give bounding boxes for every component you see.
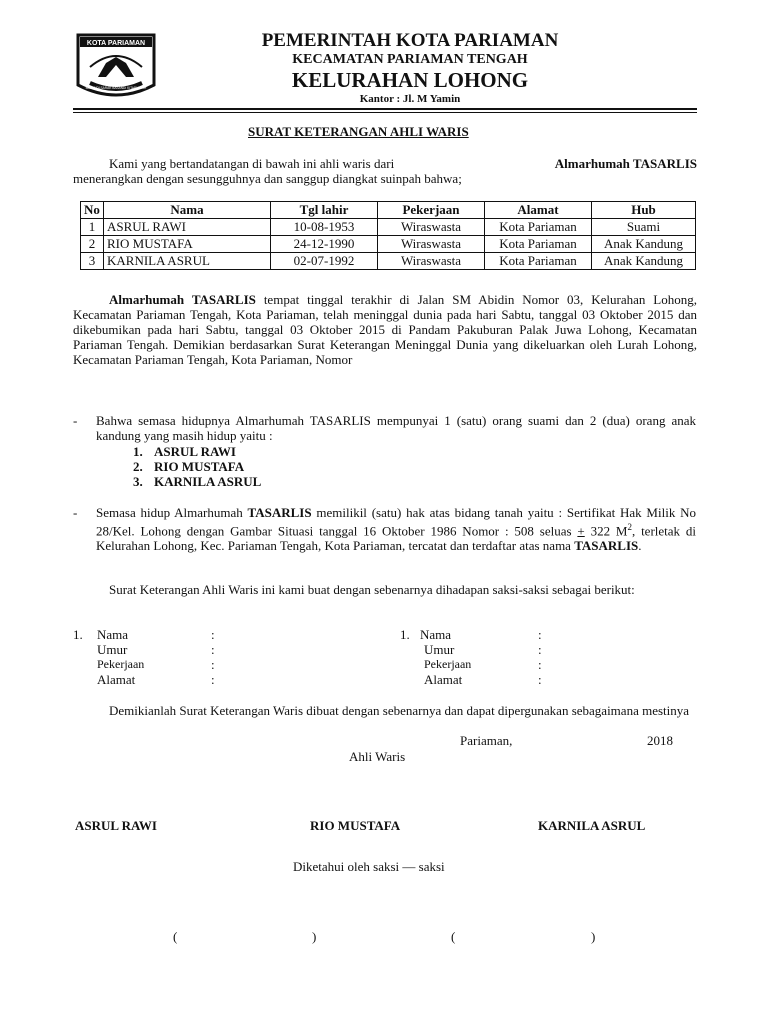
list-number: 1. <box>133 444 143 459</box>
list-name: ASRUL RAWI <box>154 444 236 459</box>
witness-number: 1. <box>73 627 83 642</box>
property-text: , terletak di Kelurahan Lohong, Kec. Pariaman Tengah, Kota Pariaman, tercatat dan terdaftar atas nama <box>96 523 697 554</box>
table-cell: KARNILA ASRUL <box>104 253 271 270</box>
table-cell: RIO MUSTAFA <box>104 236 271 253</box>
witness-field-label: Pekerjaan <box>424 657 472 671</box>
family-statement: Bahwa semasa hidupnya Almarhumah TASARLIS mempunyai 1 (satu) orang suami dan 2 (dua) orang anak kandung yang masih hidup yaitu : <box>96 413 696 443</box>
table-header: Tgl lahir <box>271 202 378 219</box>
property-statement <box>96 505 696 553</box>
bullet-dash: - <box>73 505 78 520</box>
field-colon: : <box>211 642 215 657</box>
table-cell: 1 <box>81 219 104 236</box>
property-text: memilikil (satu) hak atas bidang tanah yaitu : Sertifikat Hak Milik No 28/Kel. Lohong dengan Gambar Situasi tanggal 16 Oktober 1986 Nomor : 508 seluas <box>96 505 696 539</box>
logo-text-bottom: BASANDI SARAK BASANDI KITABULLAH <box>85 86 147 90</box>
list-item <box>133 474 261 489</box>
registered-owner: TASARLIS <box>574 538 639 554</box>
signing-year: 2018 <box>647 733 673 748</box>
header-rule <box>73 108 697 110</box>
document-title: SURAT KETERANGAN AHLI WARIS <box>248 124 469 139</box>
heirs-label: Ahli Waris <box>349 749 406 764</box>
area-exponent: 2 <box>627 522 632 532</box>
intro-deceased: Almarhumah TASARLIS <box>554 156 697 171</box>
witness-field-label: Umur <box>424 642 455 657</box>
field-colon: : <box>211 672 215 687</box>
table-header: Hub <box>592 202 696 219</box>
approx-sign: + <box>577 523 585 539</box>
heirs-table <box>80 201 696 270</box>
table-cell: 02-07-1992 <box>271 253 378 270</box>
district-name: KECAMATAN PARIAMAN TENGAH <box>292 52 528 67</box>
heirs-list <box>133 444 261 489</box>
table-row <box>81 236 696 253</box>
table-cell: ASRUL RAWI <box>104 219 271 236</box>
list-item <box>133 444 261 459</box>
signature-name: ASRUL RAWI <box>75 818 157 833</box>
header-rule-thin <box>73 112 697 113</box>
list-number: 3. <box>133 474 143 489</box>
field-colon: : <box>538 642 542 657</box>
government-name: PEMERINTAH KOTA PARIAMAN <box>261 30 559 51</box>
property-text: . <box>638 538 642 554</box>
witness-field-label: Alamat <box>97 672 136 687</box>
witness-block-right <box>400 627 560 687</box>
logo-text-top: KOTA PARIAMAN <box>86 40 146 47</box>
table-cell: Kota Pariaman <box>485 253 592 270</box>
table-cell: Kota Pariaman <box>485 219 592 236</box>
witness-intro: Surat Keterangan Ahli Waris ini kami buat dengan sebenarnya dihadapan saksi-saksi sebagai berikut: <box>109 582 635 597</box>
list-item <box>133 459 261 474</box>
witness-field-label: Umur <box>97 642 128 657</box>
list-number: 2. <box>133 459 143 474</box>
witness-number: 1. <box>400 627 410 642</box>
witness-field-label: Nama <box>97 627 129 642</box>
property-text: Semasa hidup Almarhumah <box>96 505 248 520</box>
deceased-name: Almarhumah TASARLIS <box>109 292 256 307</box>
death-details-paragraph <box>73 292 697 367</box>
death-details-text: tempat tinggal terakhir di Jalan SM Abidin Nomor 03, Kelurahan Lohong, Kecamatan Pariaman Tengah, Kota Pariaman, telah meninggal dunia pada hari Sabtu, tanggal 03 Oktober 2015 dan dikebumikan pada hari Sabtu, tanggal 03 Oktober 2015 di Pandam Pakuburan Palak Juwa Lohong, Kecamatan Pariaman Tengah. Demikian berdasarkan Surat Keterangan Meninggal Dunia yang dikeluarkan oleh Lurah Lohong, Kecamatan Pariaman Tengah, Kota Pariaman, Nomor <box>73 292 697 367</box>
signature-name: KARNILA ASRUL <box>538 818 646 833</box>
witness-field-label: Pekerjaan <box>97 657 145 671</box>
closing-statement: Demikianlah Surat Keterangan Waris dibuat dengan sebenarnya dan dapat dipergunakan sebagaimana mestinya <box>109 703 690 718</box>
bracket-close: ) <box>312 929 317 944</box>
intro-text-2: menerangkan dengan sesungguhnya dan sanggup diangkat suinpah bahwa; <box>73 171 462 186</box>
table-cell: Suami <box>592 219 696 236</box>
intro-text: Kami yang bertandatangan di bawah ini ahli waris dari <box>109 156 395 171</box>
field-colon: : <box>211 627 215 642</box>
signing-place: Pariaman, <box>460 733 513 748</box>
table-cell: 24-12-1990 <box>271 236 378 253</box>
field-colon: : <box>538 657 542 672</box>
field-colon: : <box>211 657 215 672</box>
village-name: KELURAHAN LOHONG <box>291 68 529 92</box>
table-cell: 2 <box>81 236 104 253</box>
table-cell: Wiraswasta <box>378 253 485 270</box>
list-name: RIO MUSTAFA <box>154 459 245 474</box>
bracket-open: ( <box>173 929 178 944</box>
bracket-open: ( <box>451 929 456 944</box>
list-name: KARNILA ASRUL <box>154 474 262 489</box>
table-cell: Anak Kandung <box>592 236 696 253</box>
witness-field-label: Alamat <box>424 672 463 687</box>
witness-acknowledgement: Diketahui oleh saksi — saksi <box>293 859 445 874</box>
witness-block-left <box>73 627 233 687</box>
table-header: Pekerjaan <box>378 202 485 219</box>
table-row <box>81 253 696 270</box>
table-cell: 10-08-1953 <box>271 219 378 236</box>
table-cell: Anak Kandung <box>592 253 696 270</box>
table-header: Nama <box>104 202 271 219</box>
bullet-dash: - <box>73 413 78 428</box>
bracket-close: ) <box>591 929 596 944</box>
table-cell: 3 <box>81 253 104 270</box>
table-cell: Kota Pariaman <box>485 236 592 253</box>
property-owner: TASARLIS <box>247 505 312 520</box>
property-area: 322 M <box>584 523 628 539</box>
table-header-row <box>81 202 696 219</box>
field-colon: : <box>538 627 542 642</box>
intro-paragraph <box>73 156 697 186</box>
field-colon: : <box>538 672 542 687</box>
table-header: No <box>81 202 104 219</box>
table-cell: Wiraswasta <box>378 219 485 236</box>
table-header: Alamat <box>485 202 592 219</box>
table-row <box>81 219 696 236</box>
signature-name: RIO MUSTAFA <box>310 818 401 833</box>
table-cell: Wiraswasta <box>378 236 485 253</box>
witness-field-label: Nama <box>420 627 452 642</box>
office-address: Kantor : Jl. M Yamin <box>359 93 461 105</box>
